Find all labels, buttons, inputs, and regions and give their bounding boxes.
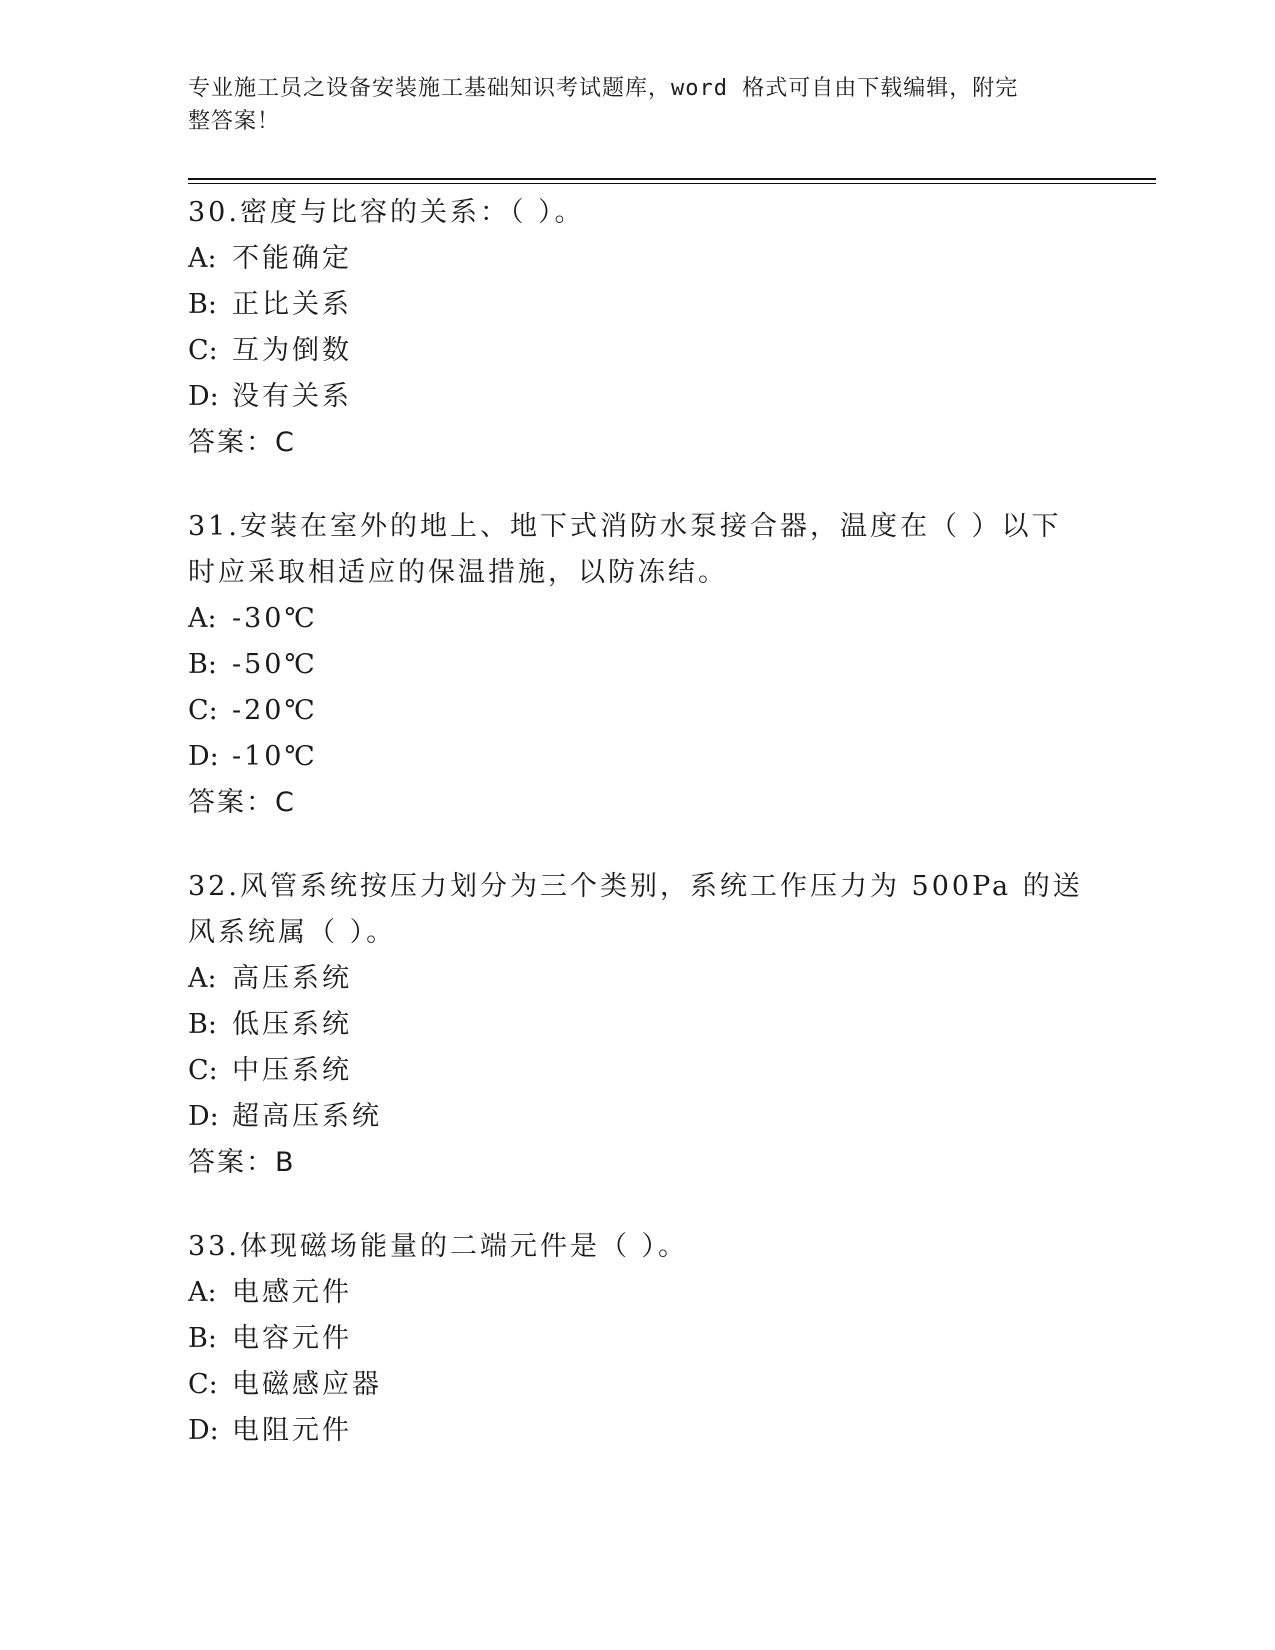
option-key: A: [188, 243, 217, 274]
question-33 [188, 1224, 1088, 1454]
option-text: -20℃ [232, 695, 318, 726]
option-text: -50℃ [232, 649, 318, 680]
option-d [188, 374, 1088, 420]
question-body: 密度与比容的关系：（ ）。 [239, 197, 585, 228]
option-key: D: [188, 1415, 219, 1446]
question-number: 33. [188, 1231, 240, 1262]
option-text: 电磁感应器 [232, 1369, 382, 1400]
header-line-1: 专业施工员之设备安装施工基础知识考试题库，word 格式可自由下载编辑，附完 [188, 76, 1019, 101]
question-31 [188, 504, 1088, 826]
option-b [188, 1002, 1088, 1048]
option-key: C: [188, 1055, 218, 1086]
option-text: 电容元件 [232, 1323, 352, 1354]
option-key: A: [188, 963, 217, 994]
question-32 [188, 864, 1088, 1186]
option-b [188, 282, 1088, 328]
option-a [188, 596, 1088, 642]
question-text [188, 864, 1088, 956]
option-text: 中压系统 [232, 1055, 352, 1086]
option-key: D: [188, 741, 219, 772]
answer-label: 答案： [188, 427, 275, 458]
option-key: C: [188, 1369, 218, 1400]
option-c [188, 688, 1088, 734]
option-b [188, 1316, 1088, 1362]
option-a [188, 1270, 1088, 1316]
option-text: 互为倒数 [232, 335, 352, 366]
option-key: D: [188, 381, 219, 412]
option-key: B: [188, 1323, 217, 1354]
option-key: C: [188, 335, 218, 366]
option-c [188, 1048, 1088, 1094]
option-key: B: [188, 649, 217, 680]
option-key: B: [188, 289, 217, 320]
option-text: 电阻元件 [232, 1415, 352, 1446]
option-key: A: [188, 603, 217, 634]
question-list [188, 190, 1088, 1492]
option-text: 正比关系 [232, 289, 352, 320]
option-text: 高压系统 [232, 963, 352, 994]
header-line-2: 整答案！ [188, 109, 281, 134]
option-text: 低压系统 [232, 1009, 352, 1040]
question-text [188, 190, 1088, 236]
question-body: 体现磁场能量的二端元件是（ ）。 [239, 1231, 689, 1262]
option-a [188, 956, 1088, 1002]
question-text [188, 1224, 1088, 1270]
option-c [188, 1362, 1088, 1408]
answer-value: C [275, 787, 296, 818]
option-d [188, 734, 1088, 780]
question-text [188, 504, 1088, 596]
answer [188, 780, 1088, 826]
option-key: C: [188, 695, 218, 726]
option-text: 不能确定 [232, 243, 352, 274]
question-number: 30. [188, 197, 240, 228]
option-text: 超高压系统 [232, 1101, 382, 1132]
option-text: -30℃ [232, 603, 318, 634]
option-c [188, 328, 1088, 374]
header-divider-thin [188, 183, 1156, 184]
option-d [188, 1094, 1088, 1140]
answer [188, 420, 1088, 466]
option-a [188, 236, 1088, 282]
question-body: 风管系统按压力划分为三个类别，系统工作压力为 500Pa 的送风系统属（ ）。 [188, 871, 1083, 948]
question-number: 31. [188, 511, 240, 542]
answer-label: 答案： [188, 1147, 275, 1178]
option-text: 没有关系 [232, 381, 352, 412]
answer-value: C [275, 427, 296, 458]
header-divider-thick [188, 178, 1156, 180]
question-body: 安装在室外的地上、地下式消防水泵接合器，温度在（ ）以下时应采取相适应的保温措施，以防冻结。 [188, 511, 1062, 588]
document-header [188, 72, 1068, 138]
answer-label: 答案： [188, 787, 275, 818]
option-text: -10℃ [232, 741, 318, 772]
answer [188, 1140, 1088, 1186]
question-number: 32. [188, 871, 240, 902]
option-key: A: [188, 1277, 217, 1308]
option-text: 电感元件 [232, 1277, 352, 1308]
question-30 [188, 190, 1088, 466]
option-d [188, 1408, 1088, 1454]
option-b [188, 642, 1088, 688]
answer-value: B [275, 1147, 296, 1178]
option-key: D: [188, 1101, 219, 1132]
option-key: B: [188, 1009, 217, 1040]
